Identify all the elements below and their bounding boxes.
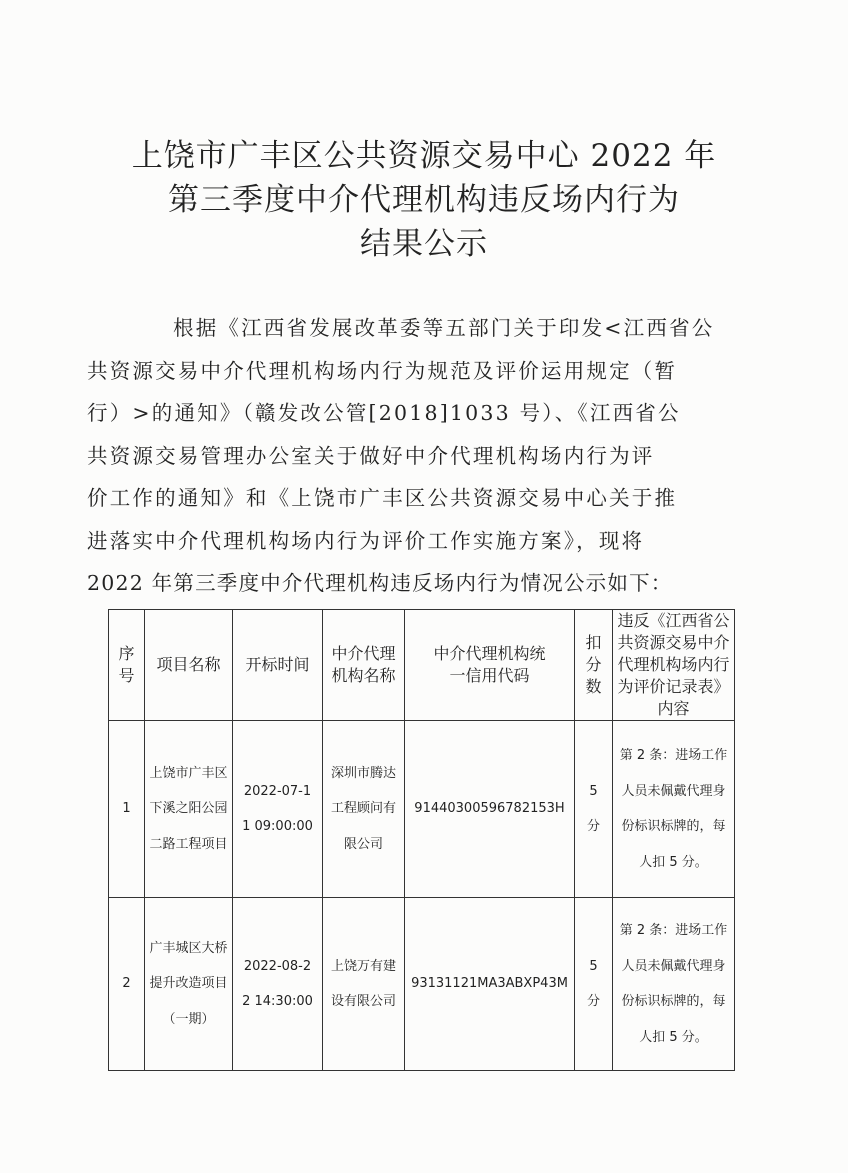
header-project-name	[145, 610, 233, 721]
cell-bid-opening-time-text: 2022-07-11 09:00:00	[242, 783, 313, 834]
paragraph-line-5: 价工作的通知》和《上饶市广丰区公共资源交易中心关于推	[87, 486, 678, 510]
paragraph-line-1	[130, 307, 740, 350]
cell-violation-content-text: 第 2 条：进场工作人员未佩戴代理身份标识标牌的，每人扣 5 分。	[619, 923, 728, 1045]
cell-index: 1	[109, 721, 145, 898]
document-title-line-2: 第三季度中介代理机构违反场内行为	[168, 182, 680, 218]
paragraph-line-4: 共资源交易管理办公室关于做好中介代理机构场内行为评	[87, 443, 655, 468]
header-bid-opening-time-text: 开标时间	[245, 655, 310, 674]
table-header-row	[109, 610, 735, 721]
cell-bid-opening-time-text: 2022-08-22 14:30:00	[242, 958, 313, 1009]
cell-project-name-text: 上饶市广丰区下溪之阳公园二路工程项目	[149, 765, 228, 852]
header-violation-content	[613, 610, 735, 721]
header-credit-code-text: 中介代理机构统一信用代码	[433, 644, 546, 685]
body-paragraph	[87, 307, 740, 605]
cell-violation-content	[613, 721, 735, 898]
paragraph-line-3: 行）>的通知》（赣发改公管[2018]1033 号）、《江西省公	[87, 401, 681, 425]
header-bid-opening-time	[233, 610, 323, 721]
paragraph-line-6: 进落实中介代理机构场内行为评价工作实施方案》，现将	[87, 528, 645, 553]
document-title-line-3: 结果公示	[360, 226, 488, 262]
cell-violation-content-text: 第 2 条：进场工作人员未佩戴代理身份标识标牌的，每人扣 5 分。	[619, 748, 728, 870]
cell-violation-content	[613, 898, 735, 1071]
cell-deducted-points-text: 5分	[586, 958, 600, 1009]
cell-agency-name	[323, 898, 405, 1071]
header-project-name-text: 项目名称	[156, 655, 221, 674]
cell-agency-name-text: 上饶万有建设有限公司	[330, 958, 396, 1009]
cell-project-name-text: 广丰城区大桥提升改造项目（一期）	[149, 940, 228, 1027]
paragraph-line-1-text: 根据《江西省发展改革委等五部门关于印发<江西省公	[173, 316, 715, 340]
header-violation-content-text: 违反《江西省公共资源交易中介代理机构场内行为评价记录表》内容	[617, 611, 730, 718]
cell-deducted-points-text: 5分	[586, 783, 600, 834]
result-table	[108, 609, 735, 1071]
header-index-text: 序号	[118, 644, 135, 685]
cell-project-name	[145, 898, 233, 1071]
table-row	[109, 721, 735, 898]
header-agency-name	[323, 610, 405, 721]
cell-project-name	[145, 721, 233, 898]
table-row	[109, 898, 735, 1071]
cell-bid-opening-time	[233, 721, 323, 898]
cell-deducted-points	[575, 721, 613, 898]
cell-deducted-points	[575, 898, 613, 1071]
paragraph-line-7: 2022 年第三季度中介代理机构违反场内行为情况公示如下：	[87, 571, 673, 595]
cell-agency-name	[323, 721, 405, 898]
cell-index: 2	[109, 898, 145, 1071]
cell-credit-code: 91440300596782153H	[405, 721, 575, 898]
header-agency-name-text: 中介代理机构名称	[331, 644, 396, 685]
document-title-line-1: 上饶市广丰区公共资源交易中心 2022 年	[131, 138, 717, 174]
cell-agency-name-text: 深圳市腾达工程顾问有限公司	[330, 765, 396, 852]
header-deducted-points	[575, 610, 613, 721]
paragraph-line-2: 共资源交易中介代理机构场内行为规范及评价运用规定（暂	[87, 358, 678, 383]
cell-bid-opening-time	[233, 898, 323, 1071]
cell-credit-code: 93131121MA3ABXP43M	[405, 898, 575, 1071]
header-deducted-points-text: 扣分数	[585, 633, 602, 696]
header-index	[109, 610, 145, 721]
header-credit-code	[405, 610, 575, 721]
